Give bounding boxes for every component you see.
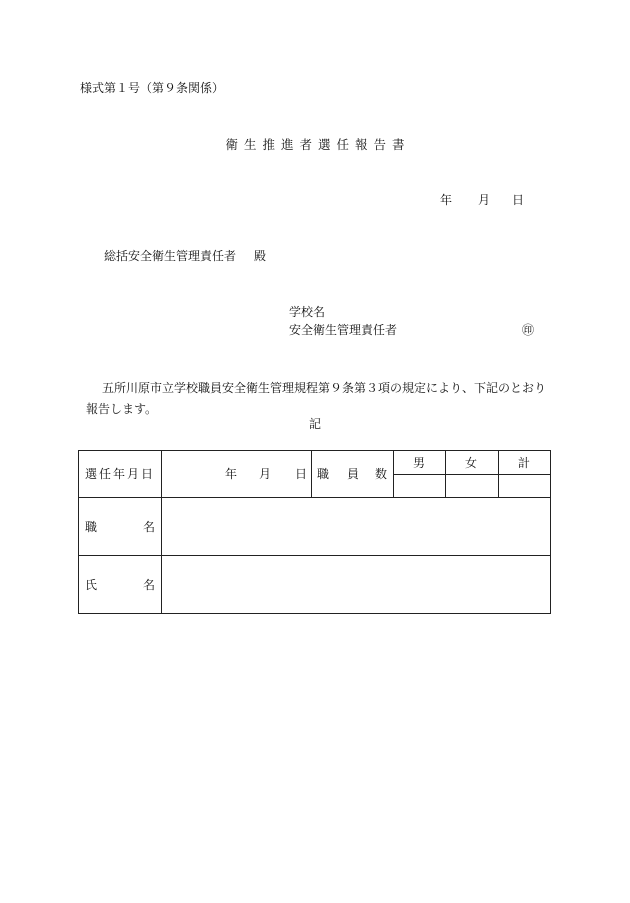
ki-label: 記 [308, 417, 321, 431]
date-month-label: 月 [478, 193, 491, 207]
staff-count-label-2: 員 [347, 467, 360, 481]
seal-mark: ㊞ [522, 323, 535, 337]
table-divider [311, 451, 312, 497]
staff-count-label-3: 数 [375, 467, 388, 481]
name-label-2: 名 [143, 578, 156, 592]
name-label-1: 氏 [85, 578, 98, 592]
addressee: 総括安全衛生管理責任者 [104, 249, 237, 263]
table-divider [161, 451, 162, 613]
date-day-label: 日 [512, 193, 525, 207]
appointment-day-label: 日 [295, 467, 308, 481]
position-label-2: 名 [143, 520, 156, 534]
date-year-label: 年 [440, 193, 453, 207]
table-divider [393, 474, 550, 475]
body-text: 五所川原市立学校職員安全衛生管理規程第９条第３項の規定により、下記のとおり報告します。 [86, 381, 547, 416]
document-title: 衛生推進者選任報告書 [225, 137, 411, 152]
staff-count-label-1: 職 [317, 467, 330, 481]
table-divider [79, 555, 550, 556]
male-header: 男 [413, 456, 426, 470]
safety-manager-label: 安全衛生管理責任者 [289, 323, 398, 337]
appointment-date-label: 選任年月日 [85, 467, 156, 481]
form-number: 様式第１号（第９条関係） [80, 81, 225, 95]
report-table [78, 450, 551, 614]
addressee-honorific: 殿 [254, 249, 267, 263]
female-header: 女 [465, 456, 478, 470]
table-divider [79, 497, 550, 498]
appointment-month-label: 月 [259, 467, 272, 481]
total-header: 計 [518, 456, 531, 470]
appointment-year-label: 年 [225, 467, 238, 481]
position-label-1: 職 [85, 520, 98, 534]
school-name-label: 学校名 [289, 305, 326, 319]
